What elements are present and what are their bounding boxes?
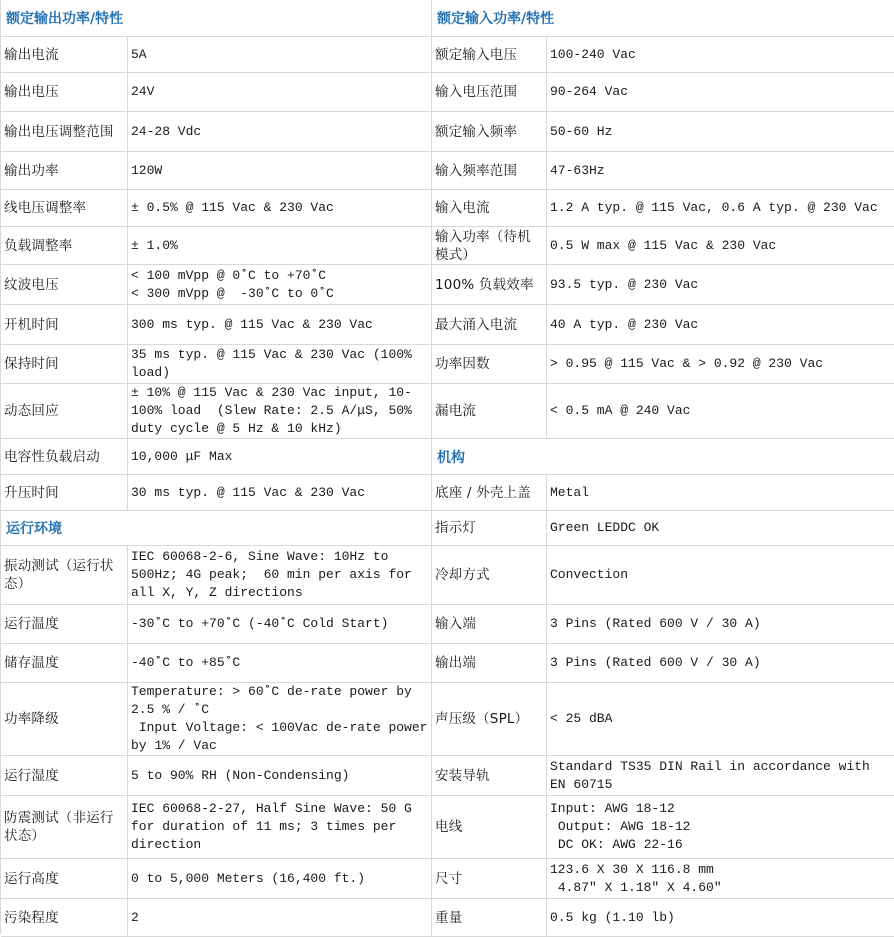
spec-row bbox=[432, 511, 894, 546]
spec-row bbox=[432, 899, 894, 937]
spec-label: 电线 bbox=[432, 796, 547, 858]
spec-label: 动态回应 bbox=[1, 384, 128, 438]
spec-value: 0.5 kg (1.10 lb) bbox=[550, 909, 675, 925]
spec-value: 90-264 Vac bbox=[550, 84, 629, 99]
spec-row bbox=[1, 37, 432, 73]
spec-value: 30 ms typ. @ 115 Vac & 230 Vac bbox=[131, 484, 366, 500]
spec-label: 输出电压调整范围 bbox=[1, 112, 128, 151]
section-title: 额定输出功率/特性 bbox=[1, 0, 432, 37]
spec-value: 93.5 typ. @ 230 Vac bbox=[550, 276, 699, 292]
spec-row bbox=[432, 384, 894, 439]
spec-label: 尺寸 bbox=[432, 859, 547, 898]
spec-value: 10,000 μF Max bbox=[131, 448, 233, 464]
spec-row bbox=[1, 859, 432, 899]
spec-value: < 25 dBA bbox=[550, 711, 613, 726]
spec-value: 5A bbox=[131, 46, 147, 62]
spec-value: Input: AWG 18-12 Output: AWG 18-12 DC OK: AWG 22-16 bbox=[550, 801, 691, 852]
spec-label: 100% 负载效率 bbox=[432, 265, 547, 304]
spec-row bbox=[1, 475, 432, 511]
spec-label: 开机时间 bbox=[1, 305, 128, 344]
spec-row bbox=[432, 73, 894, 112]
spec-row bbox=[1, 190, 432, 227]
spec-row bbox=[432, 644, 894, 683]
spec-label: 防震测试（非运行状态） bbox=[1, 796, 128, 858]
spec-label: 运行温度 bbox=[1, 605, 128, 643]
spec-row bbox=[1, 546, 432, 605]
spec-row bbox=[1, 345, 432, 384]
spec-label: 输入频率范围 bbox=[432, 152, 547, 189]
section-title: 运行环境 bbox=[1, 511, 432, 546]
spec-label: 额定输入电压 bbox=[432, 37, 547, 72]
spec-row bbox=[1, 227, 432, 265]
spec-row bbox=[1, 265, 432, 305]
left-column bbox=[1, 0, 432, 937]
spec-row bbox=[432, 683, 894, 756]
spec-value: 40 A typ. @ 230 Vac bbox=[550, 316, 699, 332]
spec-label: 额定输入频率 bbox=[432, 112, 547, 151]
spec-value: ± 0.5% @ 115 Vac & 230 Vac bbox=[131, 200, 334, 215]
spec-label: 储存温度 bbox=[1, 644, 128, 682]
spec-label: 指示灯 bbox=[432, 511, 547, 545]
spec-row bbox=[432, 345, 894, 384]
spec-label: 功率降级 bbox=[1, 683, 128, 755]
spec-row bbox=[1, 73, 432, 112]
spec-value: 123.6 X 30 X 116.8 mm 4.87" X 1.18" X 4.60" bbox=[550, 861, 722, 895]
spec-value: -30˚C to +70˚C (-40˚C Cold Start) bbox=[131, 616, 389, 631]
spec-value: Temperature: > 60˚C de-rate power by 2.5 % / ˚C Input Voltage: < 100Vac de-rate power by 1% / Vac bbox=[131, 684, 428, 753]
spec-value: 120W bbox=[131, 162, 163, 178]
spec-value: ± 1.0% bbox=[131, 237, 178, 253]
spec-row bbox=[432, 546, 894, 605]
spec-row bbox=[432, 605, 894, 644]
spec-label: 负载调整率 bbox=[1, 227, 128, 264]
spec-value: 50-60 Hz bbox=[550, 123, 613, 139]
spec-row bbox=[1, 384, 432, 439]
spec-value: Green LEDDC OK bbox=[550, 520, 660, 535]
spec-row bbox=[1, 439, 432, 475]
spec-value: 300 ms typ. @ 115 Vac & 230 Vac bbox=[131, 316, 373, 332]
spec-label: 安装导轨 bbox=[432, 756, 547, 795]
spec-row bbox=[1, 305, 432, 345]
spec-value: Metal bbox=[550, 484, 590, 500]
spec-label: 漏电流 bbox=[432, 384, 547, 438]
spec-label: 污染程度 bbox=[1, 899, 128, 936]
spec-value: 24-28 Vdc bbox=[131, 123, 202, 139]
spec-label: 重量 bbox=[432, 899, 547, 936]
spec-value: IEC 60068-2-6, Sine Wave: 10Hz to 500Hz; 4G peak; 60 min per axis for all X, Y, Z directions bbox=[131, 549, 420, 600]
spec-label: 声压级（SPL） bbox=[432, 683, 547, 755]
spec-label: 振动测试（运行状态） bbox=[1, 546, 128, 604]
section-title: 额定输入功率/特性 bbox=[432, 0, 894, 37]
spec-value: 0 to 5,000 Meters (16,400 ft.) bbox=[131, 870, 366, 886]
spec-label: 纹波电压 bbox=[1, 265, 128, 304]
spec-value: ± 10% @ 115 Vac & 230 Vac input, 10-100% load (Slew Rate: 2.5 A/μS, 50% duty cycle @ 5 Hz & 10 kHz) bbox=[131, 385, 420, 436]
spec-row bbox=[1, 605, 432, 644]
spec-value: 3 Pins (Rated 600 V / 30 A) bbox=[550, 655, 761, 670]
spec-value: > 0.95 @ 115 Vac & > 0.92 @ 230 Vac bbox=[550, 356, 824, 371]
spec-label: 输出功率 bbox=[1, 152, 128, 189]
spec-value: 0.5 W max @ 115 Vac & 230 Vac bbox=[550, 237, 777, 253]
spec-value: 35 ms typ. @ 115 Vac & 230 Vac (100% load) bbox=[131, 347, 420, 380]
spec-label: 底座 / 外壳上盖 bbox=[432, 475, 547, 510]
spec-row bbox=[432, 265, 894, 305]
spec-label: 升压时间 bbox=[1, 475, 128, 510]
spec-value: 1.2 A typ. @ 115 Vac, 0.6 A typ. @ 230 Vac bbox=[550, 200, 878, 215]
spec-value: < 100 mVpp @ 0˚C to +70˚C < 300 mVpp @ -30˚C to 0˚C bbox=[131, 267, 334, 301]
spec-row bbox=[432, 152, 894, 190]
spec-row bbox=[432, 475, 894, 511]
spec-value: 3 Pins (Rated 600 V / 30 A) bbox=[550, 616, 761, 631]
spec-label: 输入功率（待机模式） bbox=[432, 227, 547, 264]
right-column bbox=[432, 0, 894, 937]
spec-label: 输出电流 bbox=[1, 37, 128, 72]
spec-value: -40˚C to +85˚C bbox=[131, 655, 241, 670]
spec-row bbox=[432, 796, 894, 859]
spec-label: 运行高度 bbox=[1, 859, 128, 898]
spec-value: Standard TS35 DIN Rail in accordance with EN 60715 bbox=[550, 758, 878, 792]
spec-value: < 0.5 mA @ 240 Vac bbox=[550, 403, 691, 418]
spec-label: 功率因数 bbox=[432, 345, 547, 383]
spec-label: 运行湿度 bbox=[1, 756, 128, 795]
spec-row bbox=[432, 227, 894, 265]
spec-value: 5 to 90% RH (Non-Condensing) bbox=[131, 767, 350, 783]
spec-label: 输出电压 bbox=[1, 73, 128, 111]
spec-value: 24V bbox=[131, 84, 155, 99]
spec-value: 47-63Hz bbox=[550, 162, 605, 178]
spec-row bbox=[432, 112, 894, 152]
spec-label: 冷却方式 bbox=[432, 546, 547, 604]
spec-label: 输入电压范围 bbox=[432, 73, 547, 111]
spec-label: 线电压调整率 bbox=[1, 190, 128, 226]
spec-row bbox=[1, 152, 432, 190]
spec-row bbox=[432, 859, 894, 899]
spec-row bbox=[432, 190, 894, 227]
spec-value: Convection bbox=[550, 567, 629, 582]
spec-row bbox=[432, 756, 894, 796]
spec-label: 输入端 bbox=[432, 605, 547, 643]
spec-label: 最大涌入电流 bbox=[432, 305, 547, 344]
spec-value: 2 bbox=[131, 909, 139, 925]
spec-label: 电容性负载启动 bbox=[1, 439, 128, 474]
spec-row bbox=[1, 112, 432, 152]
spec-row bbox=[1, 756, 432, 796]
spec-row bbox=[1, 683, 432, 756]
spec-row bbox=[432, 37, 894, 73]
spec-row bbox=[1, 796, 432, 859]
section-title: 机构 bbox=[432, 439, 894, 475]
spec-row bbox=[1, 644, 432, 683]
spec-label: 保持时间 bbox=[1, 345, 128, 383]
spec-label: 输入电流 bbox=[432, 190, 547, 226]
spec-row bbox=[432, 305, 894, 345]
spec-value: 100-240 Vac bbox=[550, 46, 636, 62]
spec-label: 输出端 bbox=[432, 644, 547, 682]
spec-value: IEC 60068-2-27, Half Sine Wave: 50 G for duration of 11 ms; 3 times per direction bbox=[131, 801, 420, 852]
spec-row bbox=[1, 899, 432, 937]
